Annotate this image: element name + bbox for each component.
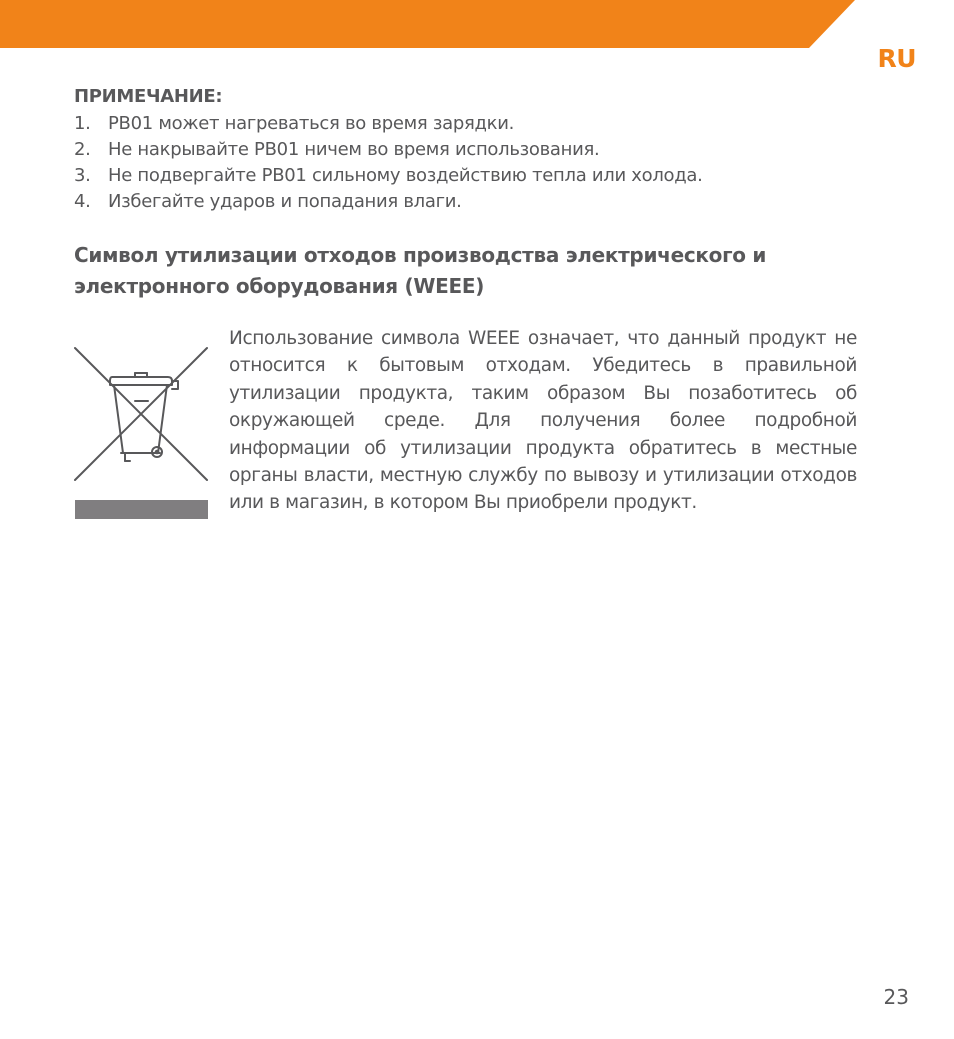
- note-item-text: Не накрывайте PB01 ничем во время использования.: [108, 139, 600, 160]
- note-item-text: PB01 может нагреваться во время зарядки.: [108, 113, 515, 134]
- weee-body-text: Использование символа WEEE означает, что данный продукт не относится к бытовым отходам. Убедитесь в правильной утилизации продукта, таким образом Вы позаботитесь об окружающей среде. Для получения более подробной информации об утилизации продукта обратитесь в местные органы власти, местную службу по вывозу и утилизации отходов или в магазин, в котором Вы приобрели продукт.: [229, 328, 857, 514]
- note-item-number: 2.: [74, 139, 91, 160]
- note-item-number: 1.: [74, 113, 91, 134]
- orange-header-band: [0, 0, 954, 48]
- note-item: [74, 163, 864, 189]
- note-item-number: 4.: [74, 191, 91, 212]
- note-item: [74, 189, 864, 215]
- note-item: [74, 111, 864, 137]
- note-list: [74, 111, 864, 215]
- note-item-text: Не подвергайте PB01 сильному воздействию тепла или холода.: [108, 165, 703, 186]
- weee-heading: Символ утилизации отходов производства электрического и электронного оборудования (WEEE): [74, 243, 767, 298]
- note-title: ПРИМЕЧАНИЕ:: [74, 86, 223, 107]
- note-item: [74, 137, 864, 163]
- note-item-text: Избегайте ударов и попадания влаги.: [108, 191, 462, 212]
- note-item-number: 3.: [74, 165, 91, 186]
- language-label: RU: [877, 44, 916, 73]
- crossed-out-wheelie-bin-icon: [72, 345, 210, 521]
- page-number: 23: [883, 985, 909, 1009]
